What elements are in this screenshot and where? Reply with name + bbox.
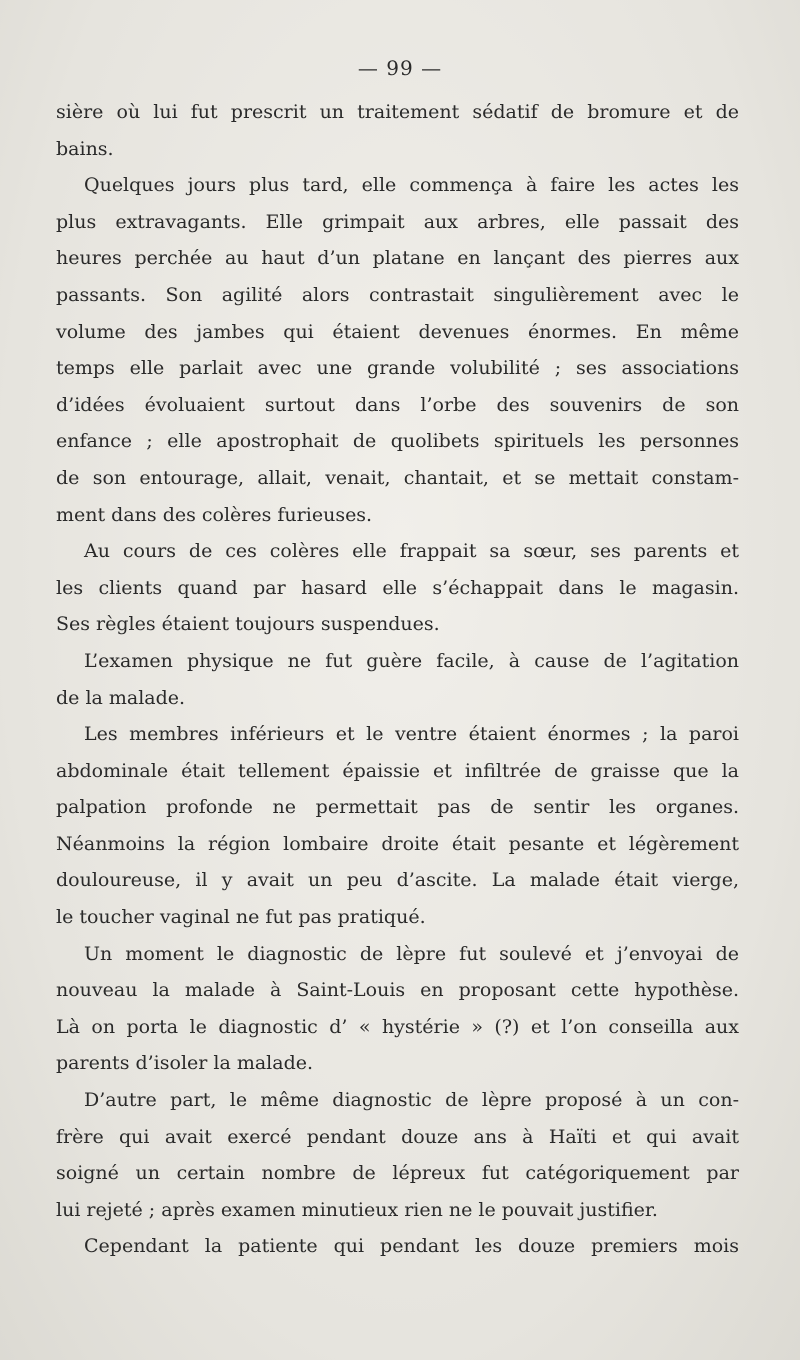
text-line: Cependant la patiente qui pendant les douze premiers mois [84,1235,739,1258]
text-line: les clients quand par hasard elle s’échappait dans le magasin. [56,576,739,599]
text-line: d’idées évoluaient surtout dans l’orbe des souvenirs de son [56,393,739,416]
text-line: bains. [56,137,114,160]
page-number: — 99 — [357,56,443,80]
text-line: enfance ; elle apostrophait de quolibets spirituels les personnes [56,430,739,453]
text-line: Quelques jours plus tard, elle commença à faire les actes les [84,174,739,197]
paragraph [56,533,739,643]
paragraph [56,936,739,1082]
paragraph [56,1082,739,1228]
text-line: temps elle parlait avec une grande volubilité ; ses associations [56,357,739,380]
text-line: nouveau la malade à Saint-Louis en proposant cette hypothèse. [56,979,739,1002]
paragraph [56,716,739,936]
text-line: soigné un certain nombre de lépreux fut catégoriquement par [56,1162,739,1185]
text-line: L’examen physique ne fut guère facile, à cause de l’agitation [84,649,739,672]
text-line: le toucher vaginal ne fut pas pratiqué. [56,906,426,929]
text-line: de la malade. [56,686,186,709]
text-line: lui rejeté ; après examen minutieux rien ne le pouvait justifier. [56,1198,658,1221]
text-line: Un moment le diagnostic de lèpre fut soulevé et j’envoyai de [84,942,739,965]
text-line: sière où lui fut prescrit un traitement sédatif de bromure et de [56,101,739,123]
text-line: douloureuse, il y avait un peu d’ascite. La malade était vierge, [56,869,739,892]
text-line: volume des jambes qui étaient devenues énormes. En même [56,320,739,343]
text-line: Ses règles étaient toujours suspendues. [56,613,440,636]
paragraph [56,94,739,167]
text-line: Néanmoins la région lombaire droite était pesante et légèrement [56,832,739,855]
text-line: de son entourage, allait, venait, chantait, et se mettait constam- [56,466,739,489]
paragraph [56,1228,739,1265]
paragraph [56,167,739,533]
paragraph [56,643,739,716]
text-line: plus extravagants. Elle grimpait aux arbres, elle passait des [56,210,739,233]
text-line: ment dans des colères furieuses. [56,503,373,526]
body-text [56,94,739,1265]
text-line: parents d’isoler la malade. [56,1052,314,1075]
text-line: frère qui avait exercé pendant douze ans à Haïti et qui avait [56,1125,739,1148]
text-line: passants. Son agilité alors contrastait singulièrement avec le [56,283,739,306]
text-line: Là on porta le diagnostic d’ « hystérie » (?) et l’on conseilla aux [56,1015,739,1038]
text-line: D’autre part, le même diagnostic de lèpre proposé à un con- [84,1089,739,1112]
text-line: abdominale était tellement épaissie et infiltrée de graisse que la [56,759,739,782]
text-line: heures perchée au haut d’un platane en lançant des pierres aux [56,247,739,270]
text-line: Au cours de ces colères elle frappait sa sœur, ses parents et [84,540,739,563]
text-line: Les membres inférieurs et le ventre étaient énormes ; la paroi [84,723,739,746]
text-line: palpation profonde ne permettait pas de sentir les organes. [56,796,739,819]
